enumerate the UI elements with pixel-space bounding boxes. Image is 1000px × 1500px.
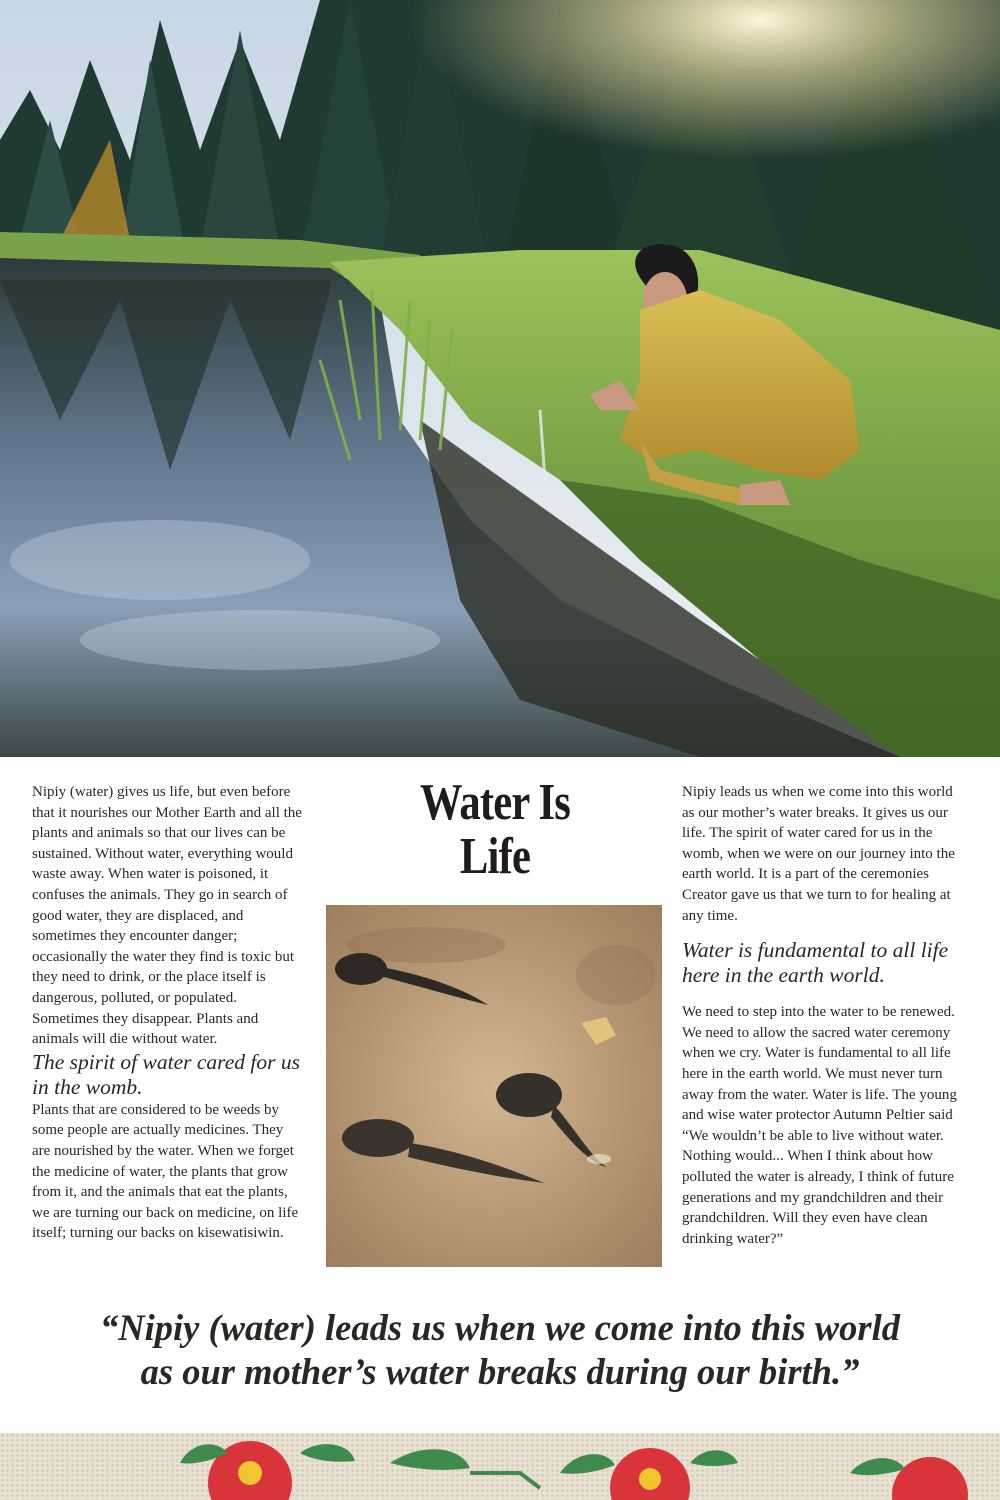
tadpole-photo [326,905,662,1267]
title-line-1: Water Is [419,774,571,831]
beadwork-border [0,1433,1000,1500]
page-title [360,776,631,884]
bottom-quote-line-1: “Nipiy (water) leads us when we come into this world [99,1307,900,1348]
right-paragraph-1: Nipiy leads us when we come into this world as our mother’s water breaks. It gives us our life. The spirit of water cared for us in the womb, when we were on our journey into the earth world. It is a part of the ceremonies Creator gave us that we turn to for healing at any time. [682,784,955,924]
left-paragraph-1: Nipiy (water) gives us life, but even before that it nourishes our Mother Earth and all the plants and animals so that our lives can be sustained. Without water, everything would waste away. When water is poisoned, it confuses the animals. They go in search of good water, they are displaced, and sometimes they encounter danger; occasionally the water they find is toxic but they need to drink, or the place itself is dangerous, polluted, or populated. Sometimes they disappear. Plants and animals will die without water. [32,784,302,1048]
right-pull-quote: Water is fundamental to all life here in the earth world. [682,938,949,988]
title-line-2: Life [459,828,531,885]
left-pull-quote: The spirit of water cared for us in the womb. [32,1049,300,1099]
right-paragraph-2: We need to step into the water to be renewed. We need to allow the sacred water ceremony when we cry. Water is fundamental to all life here in the earth world. We must never turn away from the water. Water is life. The young and wise water protector Autumn Peltier said “We wouldn’t be able to live without water. Nothing would... When I think about how polluted the water is already, I think of future generations and my grandchildren and their grandchildren. Will they even have clean drinking water?” [682,1004,957,1247]
left-column [32,782,302,1244]
right-column [682,782,967,1249]
left-paragraph-2: Plants that are considered to be weeds by some people are actually medicines. They are nourished by the water. When we forget the medicine of water, the plants that grow from it, and the animals that eat the plants, we are turning our back on medicine, on life itself; turning our backs on kisewatisiwin. [32,1101,299,1242]
bottom-quote-line-2: as our mother’s water breaks during our birth.” [140,1351,860,1392]
bottom-quote [40,1306,960,1394]
